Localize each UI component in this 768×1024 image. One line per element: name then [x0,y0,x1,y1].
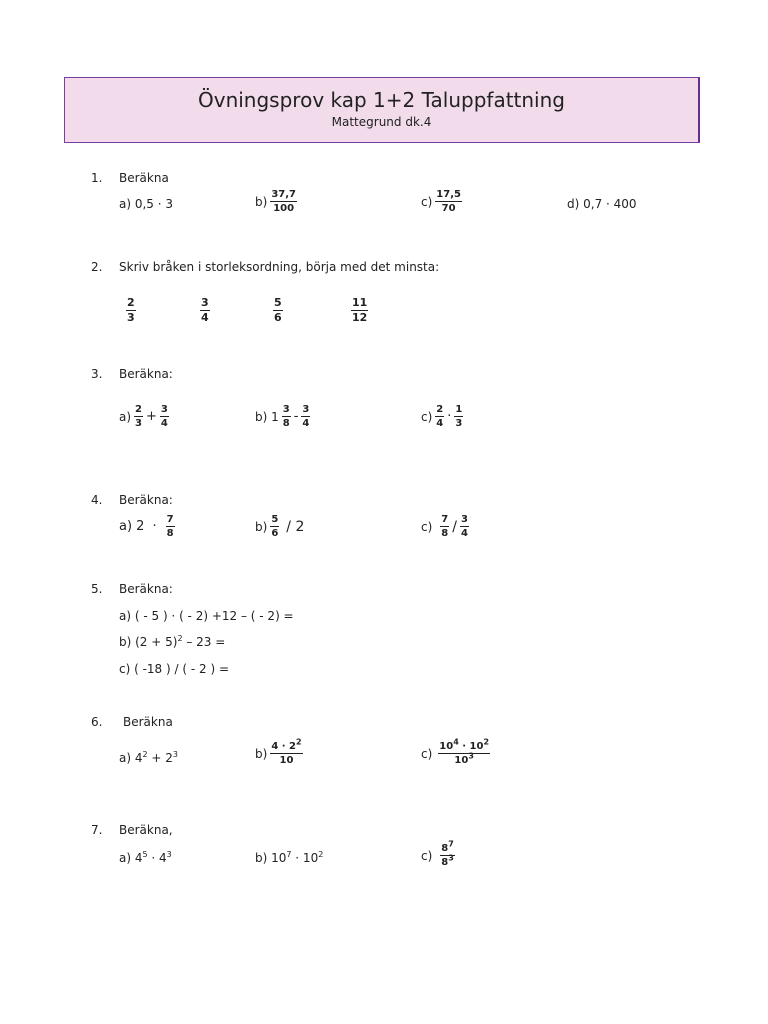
q5-b-post: – 23 = [182,635,226,649]
q3-b1-denominator: 8 [282,418,290,429]
q1-prompt: Beräkna [119,171,169,185]
q1-c-label: c) [421,194,433,209]
q6-b-numerator [270,737,302,754]
q6-c-denominator-exponent: 3 [468,751,474,761]
q3-b-label: b) 1 [255,409,279,424]
q2-f3-numerator: 5 [274,296,282,309]
q3-a-label: a) [119,409,132,424]
q4-number: 4. [91,493,103,507]
q4-a [119,514,176,539]
q3-a-operator: + [146,409,157,424]
q3-c-operator: · [447,409,452,424]
q4-c1-denominator: 8 [441,528,449,539]
q3-c2-denominator: 3 [455,418,463,429]
q3-c2-numerator: 1 [455,404,463,415]
q3-a1-numerator: 2 [135,404,143,415]
q6-c-numerator-exponent-1: 4 [453,737,459,747]
q7-a [119,851,172,865]
q5-b-exponent: 2 [177,634,183,643]
q4-b-rest: / 2 [286,518,305,535]
q6-c-denominator-base: 10 [454,755,469,766]
q4-c-label: c) [421,519,433,534]
q3-c1-denominator: 4 [436,418,444,429]
q5-b [119,635,225,649]
q1-c [421,189,463,214]
q3-a [119,404,170,429]
q3-a1-denominator: 3 [135,418,143,429]
q4-a-label: a) 2 [119,519,145,534]
q7-b [255,851,323,865]
q1-d: d) 0,7 · 400 [567,197,637,211]
q4-a-operator: · [152,519,157,534]
q3-b [255,404,311,429]
q1-b [255,189,298,214]
q7-a-pre: a) 4 [119,851,143,865]
q1-c-fraction [435,189,462,214]
q2-f2-denominator: 4 [201,311,209,324]
q5-a: a) ( - 5 ) · ( - 2) +12 – ( - 2) = [119,609,294,623]
q1-a: a) 0,5 · 3 [119,197,174,211]
q7-number: 7. [91,823,103,837]
q4-b-denominator: 6 [271,528,279,539]
q6-c-denominator [453,751,475,766]
q1-b-label: b) [255,194,268,209]
q7-c-denominator [440,853,455,868]
q1-c-denominator: 70 [441,203,456,214]
q7-c [421,839,456,868]
q1-b-numerator: 37,7 [271,189,296,200]
q7-a-mid: · 4 [147,851,167,865]
q6-c [421,737,491,766]
q1-b-denominator: 100 [273,203,295,214]
q6-c-numerator-mid: · 10 [458,741,484,752]
q2-fraction-4 [350,297,369,324]
q2-f4-numerator: 11 [352,296,368,309]
header-box [64,77,700,143]
page-title: Övningsprov kap 1+2 Taluppfattning [198,88,565,112]
q7-c-numerator-base: 8 [441,843,449,854]
q5-number: 5. [91,582,103,596]
q6-c-numerator-base-1: 10 [439,741,454,752]
q3-a2-denominator: 4 [160,418,168,429]
q2-f1-numerator: 2 [127,296,135,309]
q6-c-label: c) [421,746,433,761]
q4-c [421,514,470,539]
q6-c-numerator-exponent-2: 2 [483,737,490,747]
q2-f3-denominator: 6 [274,311,282,324]
q4-a-numerator: 7 [166,514,174,525]
q4-prompt: Beräkna: [119,493,173,507]
q2-fraction-1 [125,297,137,324]
page-subtitle: Mattegrund dk.4 [331,115,432,129]
q3-number: 3. [91,367,103,381]
q4-b-numerator: 5 [271,514,279,525]
q6-b-numerator-exponent: 2 [296,737,302,747]
q4-b-label: b) [255,519,268,534]
q6-prompt: Beräkna [123,715,173,729]
q6-a-exponent-1: 2 [142,750,148,759]
q6-a-mid: + 2 [147,751,173,765]
q3-b1-numerator: 3 [282,404,290,415]
q6-b-numerator-base: 4 · 2 [271,741,296,752]
q1-c-numerator: 17,5 [436,189,461,200]
q3-b-operator: - [293,409,299,424]
q6-a-exponent-2: 3 [172,750,178,759]
q2-f1-denominator: 3 [127,311,135,324]
q6-b [255,737,304,766]
q2-fraction-3 [272,297,284,324]
q2-prompt: Skriv bråken i storleksordning, börja med det minsta: [119,260,440,274]
q7-c-denominator-base: 8 [441,857,449,868]
q7-b-exponent-1: 7 [286,850,292,859]
q5-prompt: Beräkna: [119,582,173,596]
q7-a-exponent-2: 3 [166,850,172,859]
q7-b-exponent-2: 2 [318,850,324,859]
q7-b-pre: b) 10 [255,851,287,865]
q3-a2-numerator: 3 [160,404,168,415]
q4-c2-numerator: 3 [460,514,468,525]
q2-f2-numerator: 3 [201,296,209,309]
q4-a-denominator: 8 [166,528,174,539]
q7-c-numerator-exponent: 7 [448,839,454,849]
q4-c1-numerator: 7 [441,514,449,525]
q2-f4-denominator: 12 [352,311,368,324]
q7-a-exponent-1: 5 [142,850,148,859]
q4-c2-denominator: 4 [460,528,468,539]
q6-a-pre: a) 4 [119,751,143,765]
q7-b-mid: · 10 [291,851,319,865]
q3-b2-denominator: 4 [302,418,310,429]
q3-c [421,404,464,429]
q5-b-pre: b) (2 + 5) [119,635,178,649]
q2-number: 2. [91,260,103,274]
q1-b-fraction [270,189,297,214]
q6-b-label: b) [255,746,268,761]
q3-b2-numerator: 3 [302,404,310,415]
q6-a [119,751,178,765]
q7-c-label: c) [421,848,433,863]
q3-c1-numerator: 2 [436,404,444,415]
q6-b-denominator: 10 [279,755,294,766]
q3-prompt: Beräkna: [119,367,173,381]
q5-c: c) ( -18 ) / ( - 2 ) = [119,662,229,676]
q7-prompt: Beräkna, [119,823,173,837]
q2-fraction-2 [199,297,211,324]
q4-b [255,514,304,539]
q3-c-label: c) [421,409,433,424]
q1-number: 1. [91,171,103,185]
q4-c-operator: / [452,518,457,535]
q7-c-denominator-exponent: 3 [448,853,454,863]
q6-c-numerator [438,737,490,754]
q6-number: 6. [91,715,103,729]
